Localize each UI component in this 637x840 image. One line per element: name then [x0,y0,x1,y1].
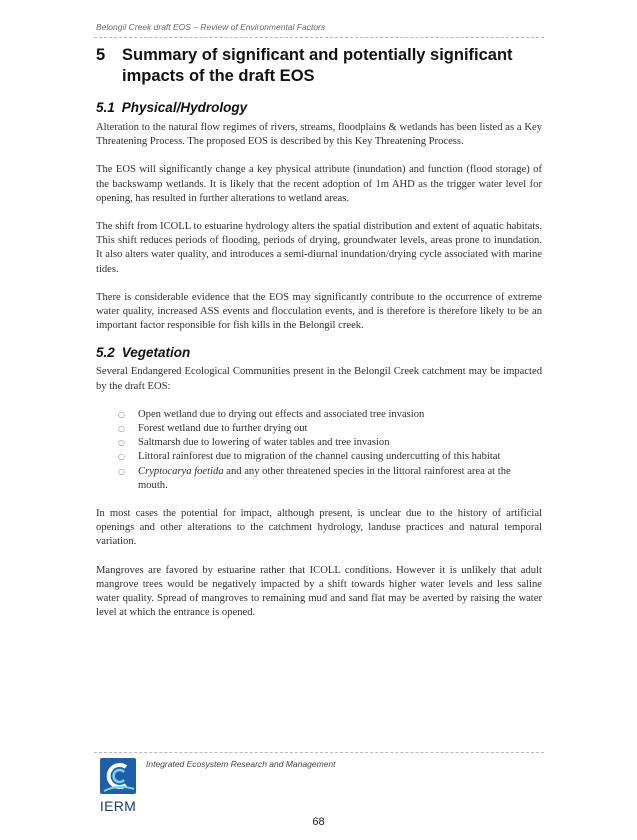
footer-divider [94,752,544,753]
list-item: ○ Open wetland due to drying out effects and associated tree invasion [96,408,542,422]
paragraph: There is considerable evidence that the EOS may significantly contribute to the occurrence of extreme water quality, increased ASS events and flocculation events, and is therefore is therefore likely to be an important factor responsible for fish kills in the Belongil creek. [96,291,542,332]
subsection-number: 5.1 [96,100,115,115]
paragraph: In most cases the potential for impact, although present, is unclear due to the history of artificial openings and other alterations to the catchment hydrology, landuse practices and natural temporal variation. [96,508,542,548]
list-item: ○ Littoral rainforest due to migration of the channel causing undercutting of this habitat [96,450,542,464]
footer-tagline: Integrated Ecosystem Research and Management [146,759,336,769]
subsection-heading-vegetation [96,345,542,361]
subsection-number: 5.2 [96,345,115,361]
ierm-logo [96,758,140,816]
page-content [96,45,542,620]
list-item: ○ Forest wetland due to further drying out [96,422,542,436]
paragraph: Several Endangered Ecological Communities present in the Belongil Creek catchment may be impacted by the draft EOS: [96,366,542,392]
running-header: Belongil Creek draft EOS – Review of Environmental Factors [96,22,326,32]
logo-wordmark: IERM [99,798,137,814]
paragraph: Mangroves are favored by estuarine rather that ICOLL conditions. However it is unlikely that adult mangrove trees would be negatively impacted by a shift towards higher water levels and less saline water quality. Spread of mangroves to remaining mud and sand flat may be averted by raising the water level at which the entrance is opened. [96,564,542,619]
bullet-icon: ○ [118,409,125,419]
paragraph: The shift from ICOLL to estuarine hydrology alters the spatial distribution and extent of aquatic habitats. This shift reduces periods of flooding, periods of drying, groundwater levels, areas prone to inundation. It also alters water quality, and introduces a semi-diurnal inundation/drying cycle associated with marine tides. [96,221,542,275]
subsection-heading-physical-hydrology [96,100,542,116]
paragraph: The EOS will significantly change a key physical attribute (inundation) and function (flood storage) of the backswamp wetlands. It is likely that the recent adoption of 1m AHD as the trigger water level for opening, has resulted in further alterations to wetland areas. [96,164,542,204]
bullet-icon: ○ [118,452,125,462]
bullet-list [96,408,542,493]
ierm-logo-mark-icon [96,758,140,798]
bullet-icon: ○ [118,466,125,476]
section-title [122,45,513,87]
subsection-title: Vegetation [121,345,191,361]
species-name: Cryptocarya foetida [138,465,224,477]
subsection-title: Physical/Hydrology [121,100,248,115]
bullet-icon: ○ [118,424,125,434]
paragraph: Alteration to the natural flow regimes of rivers, streams, floodplains & wetlands has been listed as a Key Threatening Process. The proposed EOS is described by this Key Threatening Process. [96,122,542,148]
section-number: 5 [96,46,106,64]
header-divider [94,37,544,38]
list-item: ○ Saltmarsh due to lowering of water tables and tree invasion [96,436,542,450]
section-title-line-2: impacts of the draft EOS [122,67,315,85]
list-item: ○ Cryptocarya foetida and any other threatened species in the littoral rainforest area at the mouth. [96,465,542,493]
page-number: 68 [312,816,325,828]
section-title-line-1: Summary of significant and potentially significant [122,46,513,64]
section-heading [96,45,542,87]
bullet-icon: ○ [118,438,125,448]
